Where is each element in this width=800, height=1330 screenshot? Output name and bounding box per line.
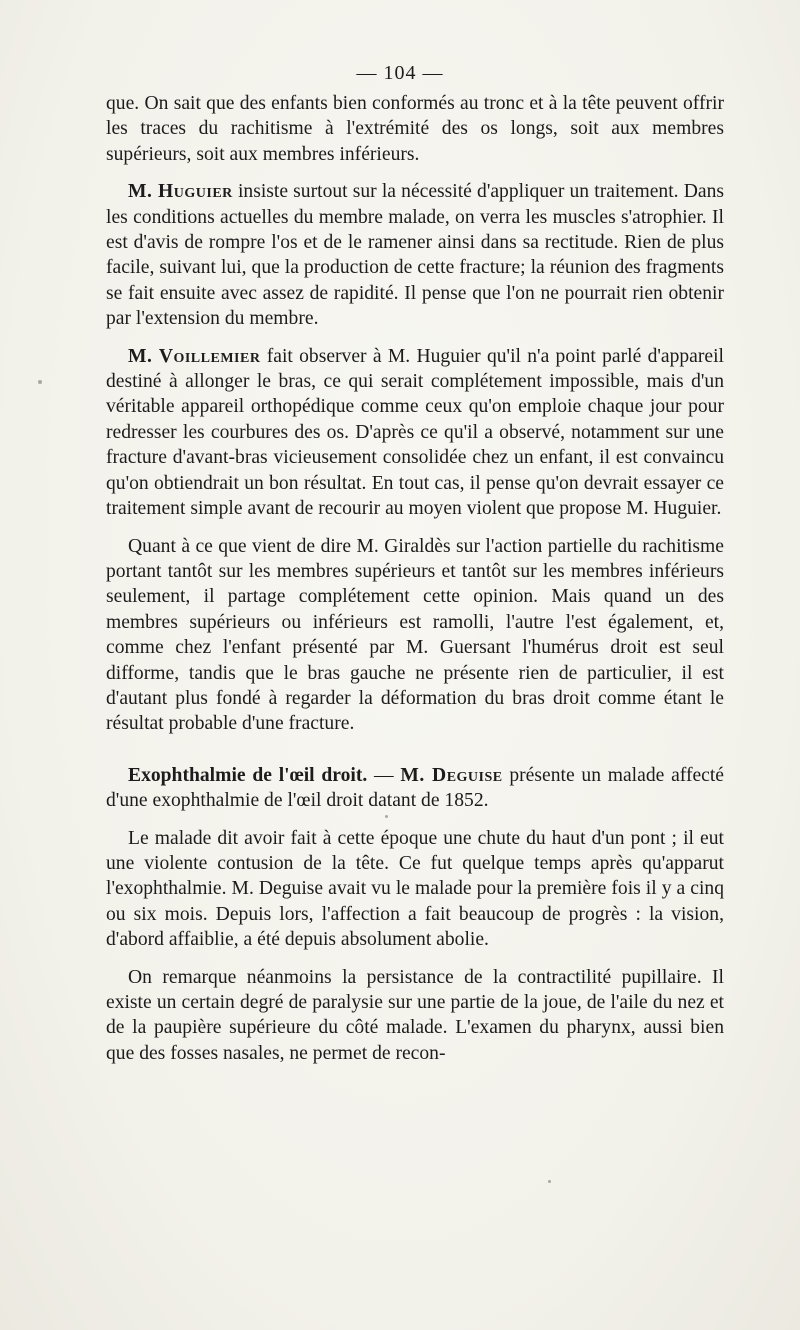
paragraph-text: insiste surtout sur la nécessité d'appliquer un traitement. Dans les conditions actuelles du membre malade, on verra les muscles s'atrophier. Il est d'avis de rompre l'os et de le ramener ainsi dans sa rectitude. Rien de plus facile, suivant lui, que la production de cette fracture; la réunion des fragments se fait ensuite avec assez de rapidité. Il pense que l'on ne pourrait rien obtenir par l'extension du membre. <box>106 181 724 330</box>
body-text <box>106 91 724 1078</box>
paragraph-giraldes <box>106 534 724 737</box>
paper-speck <box>385 815 388 818</box>
paragraph-history <box>106 826 724 953</box>
paragraph-examination <box>106 965 724 1067</box>
paragraph-text: que. On sait que des enfants bien conformés au tronc et à la tête peuvent offrir les traces du rachitisme à l'extrémité des os longs, soit aux membres supérieurs, soit aux membres inférieurs. <box>106 93 724 165</box>
paragraph-text: fait observer à M. Huguier qu'il n'a point parlé d'appareil destiné à allonger le bras, ce qui serait complétement impossible, mais d'un véritable appareil orthopédique comme ceux qu'on emploie chaque jour pour redresser les courbures des os. D'après ce qu'il a observé, notamment sur une fracture d'avant-bras vicieusement consolidée chez un enfant, il est convaincu qu'on obtiendrait un bon résultat. En tout cas, il pense qu'on devrait essayer ce traitement simple avant de recourir au moyen violent que propose M. Huguier. <box>106 345 724 520</box>
paragraph-huguier <box>106 179 724 331</box>
paper-speck <box>548 1180 551 1183</box>
paragraph-text: Le malade dit avoir fait à cette époque une chute du haut d'un pont ; il eut une violente contusion de la tête. Ce fut quelque temps après qu'apparut l'exophthalmie. M. Deguise avait vu le malade pour la première fois il y a cinq ou six mois. Depuis lors, l'affection a fait beaucoup de progrès : la vision, d'abord affaiblie, a été depuis absolument abolie. <box>106 827 724 951</box>
paragraph-text: On remarque néanmoins la persistance de la contractilité pupillaire. Il existe un certain degré de paralysie sur une partie de la joue, de l'aile du nez et de la paupière supérieure du côté malade. L'examen du pharynx, aussi bien que des fosses nasales, ne permet de recon- <box>106 966 724 1064</box>
paragraph-continuation <box>106 91 724 167</box>
section-title: Exophthalmie de l'œil droit. <box>128 764 368 786</box>
speaker-name: M. Deguise <box>400 764 503 786</box>
speaker-name: M. Huguier <box>128 181 233 203</box>
section-exophthalmie <box>106 763 724 814</box>
paragraph-voillemier <box>106 344 724 522</box>
speaker-name: M. Voillemier <box>128 345 261 367</box>
title-dash: — <box>367 764 401 786</box>
paragraph-text: Quant à ce que vient de dire M. Giraldès sur l'action partielle du rachitisme portant tantôt sur les membres supérieurs et tantôt sur les membres inférieurs seulement, il partage complétement cette opinion. Mais quand un des membres supérieurs ou inférieurs est ramolli, l'autre l'est également, et, comme chez l'enfant présenté par M. Guersant l'humérus droit est seul difforme, tandis que le bras gauche ne présente rien de particulier, il est d'autant plus fondé à regarder la déformation du bras droit comme étant le résultat probable d'une fracture. <box>106 535 724 735</box>
page-number: — 104 — <box>356 62 444 84</box>
paragraph-text: présente un malade affecté d'une exophthalmie de l'œil droit datant de 1852. <box>106 764 725 812</box>
paper-speck <box>38 380 42 384</box>
